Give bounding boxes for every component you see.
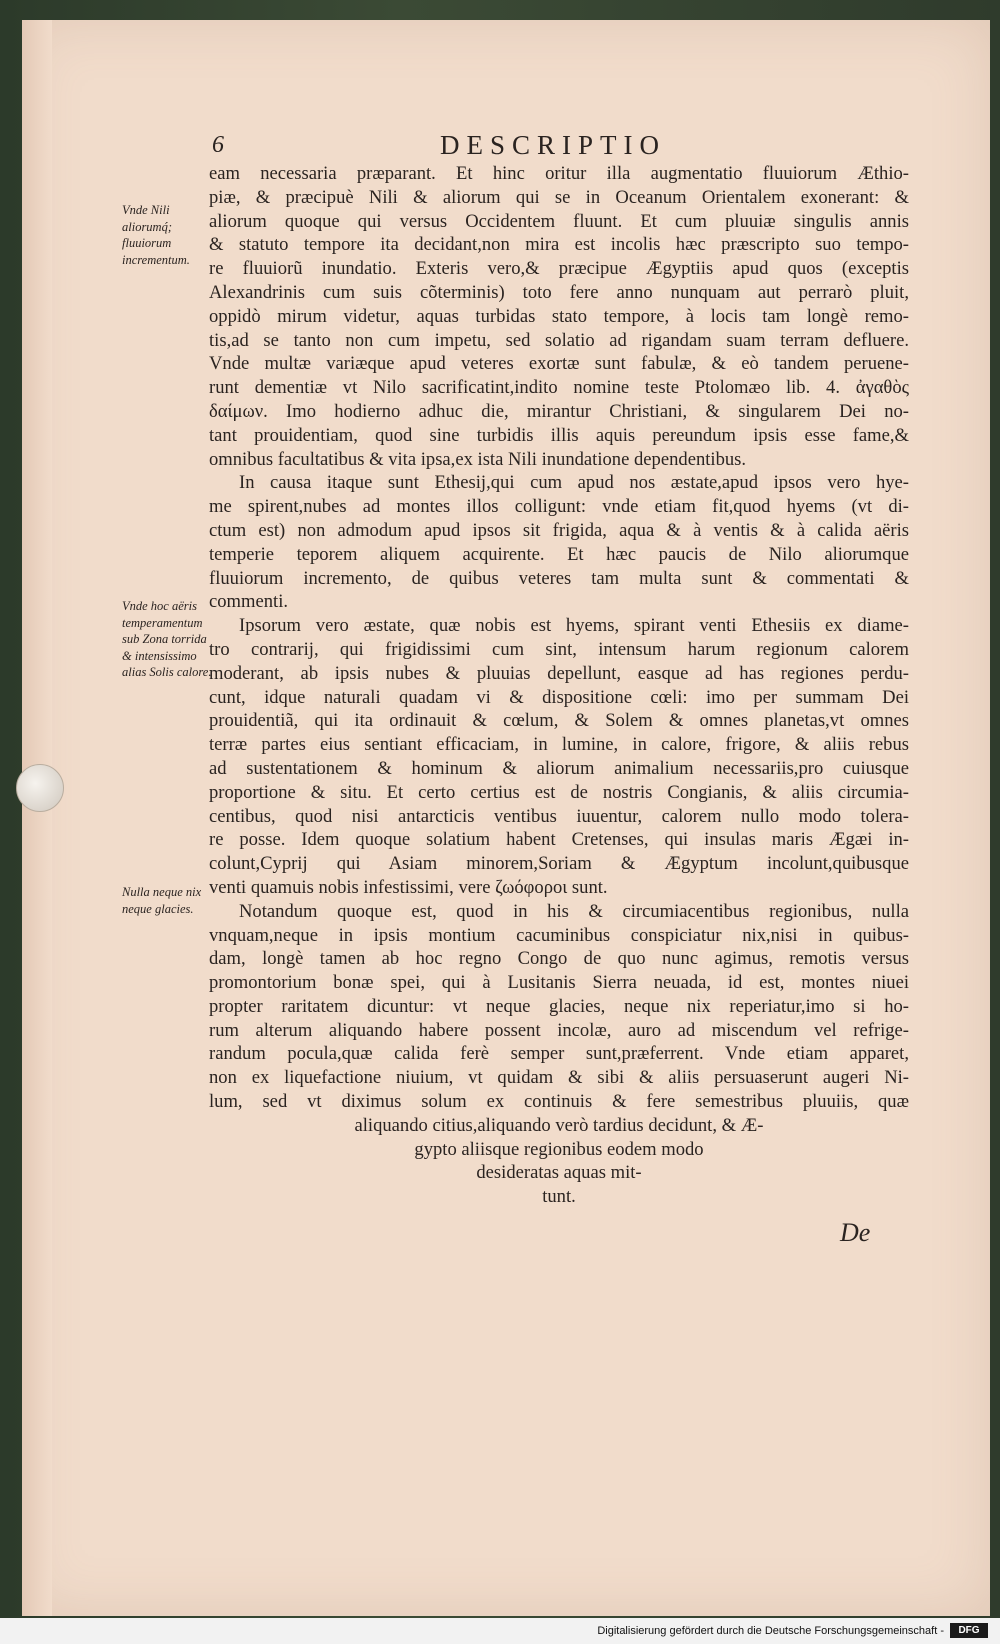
text-line: terræ partes eius sentiant efficaciam, in lumine, in calore, frigore, & aliis rebus bbox=[209, 734, 909, 756]
text-line: Notandum quoque est, quod in his & circumiacentibus regionibus, nulla bbox=[239, 900, 909, 922]
text-line: moderant, ab ipsis nubes & pluuias depellunt, easque ad has regiones perdu- bbox=[209, 662, 909, 684]
running-title: DESCRIPTIO bbox=[440, 130, 667, 160]
digitization-credit: Digitalisierung gefördert durch die Deutsche Forschungsgemeinschaft - bbox=[597, 1625, 944, 1637]
text-line: non ex liquefactione niuium, vt quidam & sibi & aliis persuaserunt augeri Ni- bbox=[209, 1067, 909, 1089]
text-line: cunt, idque naturali quadam vi & dispositione cœli: imo per summam Dei bbox=[209, 686, 909, 708]
text-line: ctum est) non admodum apud ipsos sit frigida, aqua & à ventis & à calida aëris bbox=[209, 519, 909, 541]
text-line: tant prouidentiam, quod sine turbidis illis aquis pereundum ipsis esse fame,& bbox=[209, 424, 909, 446]
text-line: oppidò mirum videtur, aquas turbidas stato tempore, à locis tam longè remo- bbox=[209, 305, 909, 327]
text-line: omnibus facultatibus & vita ipsa,ex ista Nili inundatione dependentibus. bbox=[209, 448, 747, 470]
text-line: & statuto tempore ita decidant,non mira est incolis hæc præscripto suo tempo- bbox=[209, 234, 909, 256]
page-gutter-shadow bbox=[22, 20, 52, 1616]
text-line: tunt. bbox=[542, 1186, 576, 1208]
text-line: Vnde multæ variæque apud veteres exortæ sunt fabulæ, & eò tandem peruene- bbox=[209, 353, 909, 375]
text-line: promontorium bonæ spei, qui à Lusitanis Sierra neuada, id est, montes niuei bbox=[209, 972, 909, 994]
page-number: 6 bbox=[212, 132, 224, 158]
body-text bbox=[209, 162, 909, 1209]
text-line: proportione & situ. Et certo certius est de nostris Congianis, & aliis circumia- bbox=[209, 781, 909, 803]
text-line: tis,ad se tanto non cum impetu, sed solatio ad rigandam suam terram defluere. bbox=[209, 329, 909, 351]
text-line: tro contrarij, qui frigidissimi cum sint, intensum harum regionum calorem bbox=[209, 638, 909, 660]
text-line: aliquando citius,aliquando verò tardius decidunt, & Æ- bbox=[354, 1114, 764, 1136]
text-line: venti quamuis nobis infestissimi, vere ζωόφοροι sunt. bbox=[209, 876, 608, 898]
text-line: desideratas aquas mit- bbox=[476, 1162, 642, 1184]
margin-note: Nulla neque nix neque glacies. bbox=[122, 885, 202, 916]
margin-note: Vnde hoc aëris temperamentum sub Zona torrida & intensissimo alias Solis calore. bbox=[122, 599, 212, 679]
text-line: temperie teporem aliquem acquirente. Et hæc paucis de Nilo aliorumque bbox=[209, 543, 909, 565]
text-line: propter raritatem dicuntur: vt neque glacies, neque nix reperiatur,imo si ho- bbox=[209, 995, 909, 1017]
book-page bbox=[22, 20, 990, 1616]
text-line: re fluuiorũ inundatio. Exteris vero,& præcipue Ægyptiis apud quos (exceptis bbox=[209, 258, 909, 280]
dfg-logo: DFG bbox=[950, 1623, 988, 1638]
text-line: aliorum quoque qui versus Occidentem fluunt. Et cum pluuiæ singulis annis bbox=[209, 210, 909, 232]
page-header bbox=[22, 132, 990, 164]
text-line: prouidentiã, qui ita ordinauit & cœlum, & Solem & omnes planetas,vt omnes bbox=[209, 710, 909, 732]
text-line: runt dementiæ vt Nilo sacrificatint,indito nomine teste Ptolomæo lib. 4. ἀγαθὸς bbox=[209, 377, 909, 399]
text-line: lum, sed vt diximus solum ex continuis & fere semestribus pluuiis, quæ bbox=[209, 1091, 909, 1113]
text-line: fluuiorum incremento, de quibus veteres tam multa sunt & commentati & bbox=[209, 567, 909, 589]
text-line: re posse. Idem quoque solatium habent Cretenses, qui insulas maris Ægæi in- bbox=[209, 829, 909, 851]
margin-note: Vnde Nili aliorumq́; fluuiorum incrementum. bbox=[122, 203, 190, 267]
text-line: gypto aliisque regionibus eodem modo bbox=[414, 1138, 704, 1160]
text-line: dam, longè tamen ab hoc regno Congo de quo nunc agimus, remotis versus bbox=[209, 948, 909, 970]
text-line: rum alterum aliquando habere possent incolæ, auro ad miscendum vel refrige- bbox=[209, 1019, 909, 1041]
text-line: piæ, & præcipuè Nili & aliorum qui se in Oceanum Orientalem exonerant: & bbox=[209, 186, 909, 208]
text-line: commenti. bbox=[209, 591, 289, 613]
text-line: In causa itaque sunt Ethesij,qui cum apud nos æstate,apud ipsos vero hye- bbox=[239, 472, 909, 494]
bookmark-ribbon bbox=[16, 764, 64, 812]
text-line: randum pocula,quæ calida ferè semper sunt,præferrent. Vnde etiam apparet, bbox=[209, 1043, 909, 1065]
text-line: colunt,Cyprij qui Asiam minorem,Soriam & Ægyptum incolunt,quibusque bbox=[209, 853, 909, 875]
catchword: De bbox=[840, 1218, 871, 1247]
text-line: vnquam,neque in ipsis montium cacuminibus conspiciatur nix,nisi in quibus- bbox=[209, 924, 909, 946]
text-line: Ipsorum vero æstate, quæ nobis est hyems, spirant venti Ethesiis ex diame- bbox=[239, 615, 909, 637]
text-line: Alexandrinis cum suis cõterminis) toto fere anno nunquam aut perrarò pluit, bbox=[209, 281, 909, 303]
text-line: eam necessaria præparant. Et hinc oritur illa augmentatio fluuiorum Æthio- bbox=[209, 163, 909, 184]
text-line: me spirent,nubes ad montes illos colligunt: vnde etiam fit,quod hyems (vt di- bbox=[209, 496, 909, 518]
text-line: δαίμων. Imo hodierno adhuc die, mirantur Christiani, & singularem Dei no- bbox=[209, 400, 909, 422]
text-line: ad sustentationem & hominum & aliorum animalium necessariis,pro cuiusque bbox=[209, 757, 909, 779]
text-line: centibus, quod nisi antarcticis ventibus iuuentur, calorem nullo modo tolera- bbox=[209, 805, 909, 827]
